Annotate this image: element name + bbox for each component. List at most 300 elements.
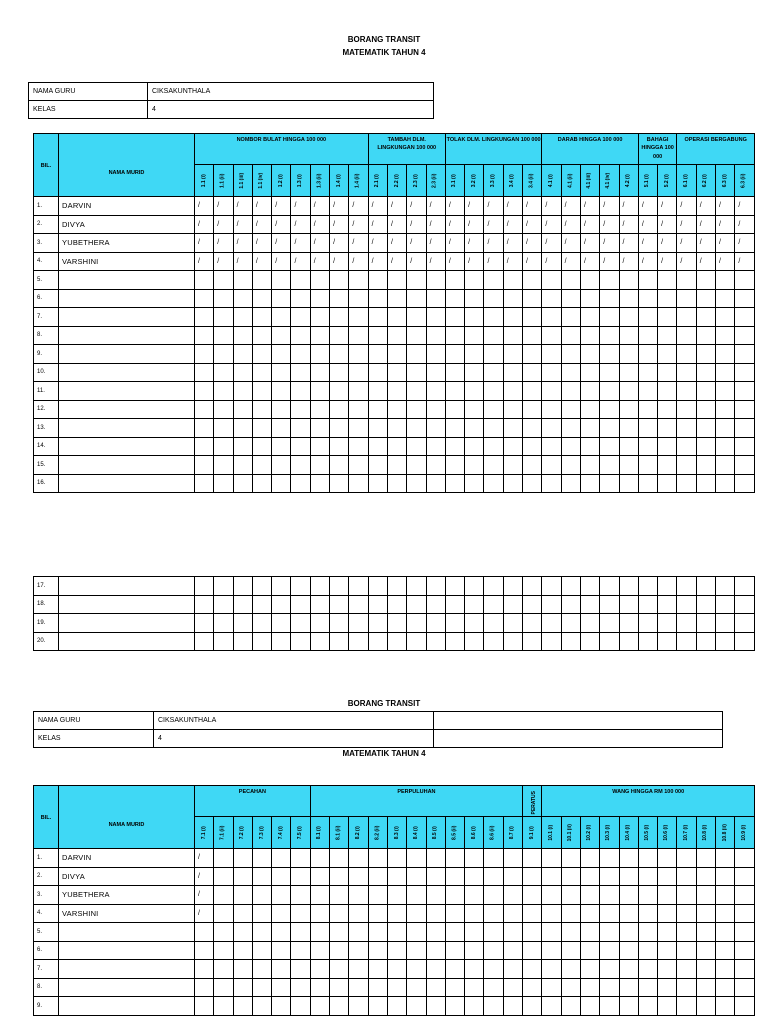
- mark-cell: [195, 437, 214, 456]
- mark-cell: [310, 419, 329, 438]
- mark-cell: [195, 326, 214, 345]
- mark-cell: /: [272, 234, 291, 253]
- mark-cell: [252, 419, 271, 438]
- mark-cell: /: [233, 234, 252, 253]
- mark-cell: [426, 886, 445, 905]
- mark-cell: [233, 363, 252, 382]
- mark-cell: [310, 474, 329, 493]
- mark-cell: /: [523, 234, 542, 253]
- subskill-header: 10.6 (i): [658, 817, 677, 849]
- mark-cell: /: [619, 234, 638, 253]
- mark-cell: [696, 289, 715, 308]
- mark-cell: [445, 419, 464, 438]
- mark-cell: [523, 456, 542, 475]
- mark-cell: [368, 400, 387, 419]
- mark-cell: [252, 577, 271, 596]
- mark-cell: [735, 382, 755, 401]
- mark-cell: [445, 941, 464, 960]
- mark-cell: /: [523, 252, 542, 271]
- mark-cell: [542, 577, 561, 596]
- student-name: [59, 400, 195, 419]
- mark-cell: [561, 978, 580, 997]
- mark-cell: [484, 632, 503, 651]
- mark-cell: [272, 886, 291, 905]
- mark-cell: [523, 577, 542, 596]
- subskill-header: 2.3 (ii): [426, 165, 445, 197]
- mark-cell: [638, 849, 657, 868]
- mark-cell: [561, 289, 580, 308]
- mark-cell: /: [484, 252, 503, 271]
- mark-cell: [272, 960, 291, 979]
- mark-cell: [407, 474, 426, 493]
- subskill-header: 1.1 (iii): [233, 165, 252, 197]
- mark-cell: [387, 419, 406, 438]
- mark-cell: [484, 345, 503, 364]
- mark-cell: /: [445, 252, 464, 271]
- mark-cell: [465, 867, 484, 886]
- mark-cell: [696, 400, 715, 419]
- mark-cell: /: [310, 197, 329, 216]
- mark-cell: [619, 577, 638, 596]
- mark-cell: [619, 437, 638, 456]
- mark-cell: [658, 363, 677, 382]
- table-row: [34, 474, 755, 493]
- subskill-header: 3.2 (i): [465, 165, 484, 197]
- student-name: [59, 960, 195, 979]
- row-number: 4.: [34, 252, 59, 271]
- row-number: 6.: [34, 289, 59, 308]
- mark-cell: [387, 271, 406, 290]
- mark-cell: [387, 345, 406, 364]
- mark-cell: [523, 437, 542, 456]
- mark-cell: [484, 419, 503, 438]
- mark-cell: [445, 382, 464, 401]
- mark-cell: [677, 978, 696, 997]
- mark-cell: [716, 345, 735, 364]
- mark-cell: [368, 904, 387, 923]
- subskill-header: 6.2 (i): [696, 165, 715, 197]
- mark-cell: [696, 632, 715, 651]
- mark-cell: [600, 577, 619, 596]
- mark-cell: [445, 400, 464, 419]
- mark-cell: [426, 308, 445, 327]
- mark-cell: [349, 904, 368, 923]
- mark-cell: [716, 886, 735, 905]
- mark-cell: [696, 595, 715, 614]
- subskill-header: 8.1 (i): [310, 817, 329, 849]
- mark-cell: [561, 867, 580, 886]
- mark-cell: [368, 289, 387, 308]
- mark-cell: [368, 474, 387, 493]
- mark-cell: [291, 289, 310, 308]
- mark-cell: /: [503, 215, 522, 234]
- mark-cell: [214, 632, 233, 651]
- mark-cell: [619, 904, 638, 923]
- guru-label: NAMA GURU: [29, 83, 148, 101]
- mark-cell: [445, 614, 464, 633]
- mark-cell: [368, 978, 387, 997]
- mark-cell: [349, 437, 368, 456]
- mark-cell: [658, 886, 677, 905]
- mark-cell: [523, 960, 542, 979]
- mark-cell: [233, 923, 252, 942]
- mark-cell: [310, 849, 329, 868]
- mark-cell: /: [407, 252, 426, 271]
- mark-cell: [426, 577, 445, 596]
- mark-cell: [291, 997, 310, 1016]
- student-name: [59, 614, 195, 633]
- mark-cell: [349, 326, 368, 345]
- mark-cell: [638, 400, 657, 419]
- mark-cell: [330, 419, 349, 438]
- group-header: PERATUS: [523, 786, 542, 817]
- mark-cell: /: [580, 215, 599, 234]
- mark-cell: [561, 382, 580, 401]
- mark-cell: [638, 345, 657, 364]
- mark-cell: [233, 867, 252, 886]
- mark-cell: /: [387, 197, 406, 216]
- mark-cell: [368, 456, 387, 475]
- mark-cell: [195, 289, 214, 308]
- mark-cell: /: [349, 252, 368, 271]
- mark-cell: [735, 456, 755, 475]
- mark-cell: [677, 997, 696, 1016]
- mark-cell: [638, 867, 657, 886]
- subskill-header: 8.1 (ii): [330, 817, 349, 849]
- mark-cell: [195, 997, 214, 1016]
- mark-cell: [716, 382, 735, 401]
- mark-cell: [465, 419, 484, 438]
- mark-cell: [252, 923, 271, 942]
- mark-cell: [542, 308, 561, 327]
- mark-cell: [561, 849, 580, 868]
- mark-cell: [349, 978, 368, 997]
- mark-cell: [716, 867, 735, 886]
- mark-cell: [214, 867, 233, 886]
- mark-cell: [387, 437, 406, 456]
- mark-cell: /: [600, 197, 619, 216]
- mark-cell: [658, 382, 677, 401]
- mark-cell: [503, 345, 522, 364]
- mark-cell: [291, 345, 310, 364]
- mark-cell: /: [580, 234, 599, 253]
- mark-cell: /: [445, 234, 464, 253]
- mark-cell: [407, 382, 426, 401]
- mark-cell: /: [580, 197, 599, 216]
- mark-cell: [542, 382, 561, 401]
- student-name: [59, 326, 195, 345]
- mark-cell: [716, 308, 735, 327]
- mark-cell: [252, 456, 271, 475]
- mark-cell: [696, 886, 715, 905]
- mark-cell: /: [349, 215, 368, 234]
- mark-cell: [465, 400, 484, 419]
- mark-cell: [195, 941, 214, 960]
- mark-cell: [523, 632, 542, 651]
- mark-cell: [349, 474, 368, 493]
- mark-cell: [542, 419, 561, 438]
- mark-cell: [214, 382, 233, 401]
- student-name: [59, 595, 195, 614]
- mark-cell: [542, 400, 561, 419]
- mark-cell: [658, 474, 677, 493]
- mark-cell: /: [291, 215, 310, 234]
- mark-cell: [735, 326, 755, 345]
- mark-cell: [523, 941, 542, 960]
- mark-cell: [368, 419, 387, 438]
- mark-cell: [407, 326, 426, 345]
- mark-cell: [445, 271, 464, 290]
- table-row: [34, 419, 755, 438]
- mark-cell: /: [195, 197, 214, 216]
- mark-cell: [619, 474, 638, 493]
- mark-cell: [426, 271, 445, 290]
- subskill-header: 10.5 (i): [638, 817, 657, 849]
- student-name: [59, 923, 195, 942]
- mark-cell: [580, 289, 599, 308]
- mark-cell: [291, 382, 310, 401]
- mark-cell: /: [465, 215, 484, 234]
- mark-cell: [658, 456, 677, 475]
- mark-cell: [214, 456, 233, 475]
- mark-cell: [580, 345, 599, 364]
- mark-cell: [195, 960, 214, 979]
- mark-cell: [600, 614, 619, 633]
- mark-cell: [580, 400, 599, 419]
- mark-cell: [716, 923, 735, 942]
- table-row: [34, 978, 755, 997]
- mark-cell: [523, 382, 542, 401]
- mark-cell: [600, 345, 619, 364]
- subskill-header: 7.5 (i): [291, 817, 310, 849]
- table-row: [34, 904, 755, 923]
- subskill-header: 1.4 (i): [330, 165, 349, 197]
- mark-cell: [233, 614, 252, 633]
- mark-cell: [426, 437, 445, 456]
- mark-cell: /: [716, 234, 735, 253]
- subskill-header: 1.1 (ii): [214, 165, 233, 197]
- mark-cell: [310, 923, 329, 942]
- mark-cell: [677, 363, 696, 382]
- subskill-header: 10.3 (i): [600, 817, 619, 849]
- mark-cell: [252, 363, 271, 382]
- subskill-header: 10.8 (ii): [716, 817, 735, 849]
- mark-cell: [465, 437, 484, 456]
- mark-cell: /: [407, 197, 426, 216]
- mark-cell: /: [195, 867, 214, 886]
- student-name: [59, 474, 195, 493]
- mark-cell: [195, 400, 214, 419]
- mark-cell: [716, 326, 735, 345]
- mark-cell: [542, 923, 561, 942]
- row-number: 7.: [34, 308, 59, 327]
- mark-cell: [330, 595, 349, 614]
- mark-cell: [252, 271, 271, 290]
- mark-cell: [658, 595, 677, 614]
- mark-cell: [696, 308, 715, 327]
- mark-cell: [561, 326, 580, 345]
- mark-cell: [696, 271, 715, 290]
- mark-cell: [233, 997, 252, 1016]
- mark-cell: /: [310, 215, 329, 234]
- mark-cell: [523, 849, 542, 868]
- mark-cell: [349, 923, 368, 942]
- mark-cell: [407, 456, 426, 475]
- mark-cell: [387, 595, 406, 614]
- mark-cell: [426, 941, 445, 960]
- mark-cell: [291, 595, 310, 614]
- mark-cell: /: [426, 234, 445, 253]
- kelas-label: KELAS: [29, 101, 148, 119]
- mark-cell: [349, 456, 368, 475]
- mark-cell: [426, 419, 445, 438]
- mark-cell: /: [291, 252, 310, 271]
- row-number: 15.: [34, 456, 59, 475]
- student-name: [59, 978, 195, 997]
- subskill-header: 6.1 (i): [677, 165, 696, 197]
- mark-cell: [716, 271, 735, 290]
- mark-cell: [580, 614, 599, 633]
- mark-cell: /: [426, 197, 445, 216]
- mark-cell: /: [252, 234, 271, 253]
- mark-cell: [677, 289, 696, 308]
- row-number: 20.: [34, 632, 59, 651]
- mark-cell: [677, 456, 696, 475]
- mark-cell: [561, 474, 580, 493]
- mark-cell: [310, 960, 329, 979]
- mark-cell: [349, 419, 368, 438]
- mark-cell: [233, 941, 252, 960]
- mark-cell: [465, 941, 484, 960]
- mark-cell: [407, 271, 426, 290]
- table-row: [34, 941, 755, 960]
- mark-cell: [426, 382, 445, 401]
- mark-cell: /: [716, 252, 735, 271]
- mark-cell: [272, 577, 291, 596]
- mark-cell: [600, 978, 619, 997]
- mark-cell: [600, 456, 619, 475]
- mark-cell: [580, 595, 599, 614]
- mark-cell: [542, 978, 561, 997]
- mark-cell: [445, 437, 464, 456]
- subskill-header: 4.1 (ii): [561, 165, 580, 197]
- mark-cell: [214, 960, 233, 979]
- mark-cell: /: [426, 252, 445, 271]
- mark-cell: [214, 289, 233, 308]
- mark-cell: [272, 326, 291, 345]
- mark-cell: /: [696, 234, 715, 253]
- mark-cell: [716, 941, 735, 960]
- mark-cell: [272, 923, 291, 942]
- mark-cell: [696, 614, 715, 633]
- mark-cell: [291, 867, 310, 886]
- mark-cell: [291, 614, 310, 633]
- mark-cell: /: [561, 252, 580, 271]
- assessment-table-1-continued: [33, 576, 755, 651]
- mark-cell: [523, 978, 542, 997]
- mark-cell: [716, 997, 735, 1016]
- mark-cell: [214, 886, 233, 905]
- subskill-header: 3.3 (i): [484, 165, 503, 197]
- mark-cell: [484, 326, 503, 345]
- mark-cell: [658, 923, 677, 942]
- mark-cell: /: [542, 252, 561, 271]
- mark-cell: [214, 308, 233, 327]
- mark-cell: [503, 400, 522, 419]
- mark-cell: [600, 289, 619, 308]
- mark-cell: [272, 997, 291, 1016]
- kelas-label-2: KELAS: [34, 730, 154, 748]
- mark-cell: [580, 326, 599, 345]
- mark-cell: [195, 978, 214, 997]
- mark-cell: [677, 345, 696, 364]
- mark-cell: [291, 400, 310, 419]
- mark-cell: [426, 595, 445, 614]
- mark-cell: [330, 614, 349, 633]
- mark-cell: [233, 345, 252, 364]
- mark-cell: [696, 849, 715, 868]
- mark-cell: [291, 437, 310, 456]
- mark-cell: [716, 632, 735, 651]
- mark-cell: [214, 904, 233, 923]
- mark-cell: [349, 308, 368, 327]
- mark-cell: [310, 632, 329, 651]
- teacher-info-table: [28, 82, 434, 119]
- mark-cell: [445, 960, 464, 979]
- mark-cell: [638, 289, 657, 308]
- mark-cell: [272, 632, 291, 651]
- mark-cell: [542, 474, 561, 493]
- mark-cell: [600, 941, 619, 960]
- mark-cell: [600, 867, 619, 886]
- mark-cell: [503, 289, 522, 308]
- assessment-table-2: [33, 785, 755, 1016]
- mark-cell: [638, 923, 657, 942]
- mark-cell: [252, 849, 271, 868]
- mark-cell: [735, 271, 755, 290]
- mark-cell: [735, 849, 755, 868]
- mark-cell: [291, 363, 310, 382]
- mark-cell: [445, 595, 464, 614]
- subskill-header: 6.3 (ii): [735, 165, 755, 197]
- mark-cell: [677, 382, 696, 401]
- subskill-header: 4.1 (i): [542, 165, 561, 197]
- mark-cell: [407, 886, 426, 905]
- mark-cell: /: [368, 197, 387, 216]
- student-name: [59, 632, 195, 651]
- mark-cell: [233, 326, 252, 345]
- mark-cell: [310, 904, 329, 923]
- mark-cell: [233, 474, 252, 493]
- bil-header: BIL.: [34, 786, 59, 849]
- table-row: [34, 252, 755, 271]
- mark-cell: [735, 614, 755, 633]
- mark-cell: [561, 595, 580, 614]
- kelas-value-2: 4: [154, 730, 434, 748]
- mark-cell: [619, 382, 638, 401]
- row-number: 16.: [34, 474, 59, 493]
- mark-cell: [503, 595, 522, 614]
- subskill-header: 8.5 (ii): [445, 817, 464, 849]
- mark-cell: [484, 363, 503, 382]
- mark-cell: /: [600, 252, 619, 271]
- bil-header: BIL.: [34, 134, 59, 197]
- mark-cell: [716, 437, 735, 456]
- mark-cell: [619, 867, 638, 886]
- mark-cell: [233, 308, 252, 327]
- mark-cell: [696, 382, 715, 401]
- mark-cell: [523, 595, 542, 614]
